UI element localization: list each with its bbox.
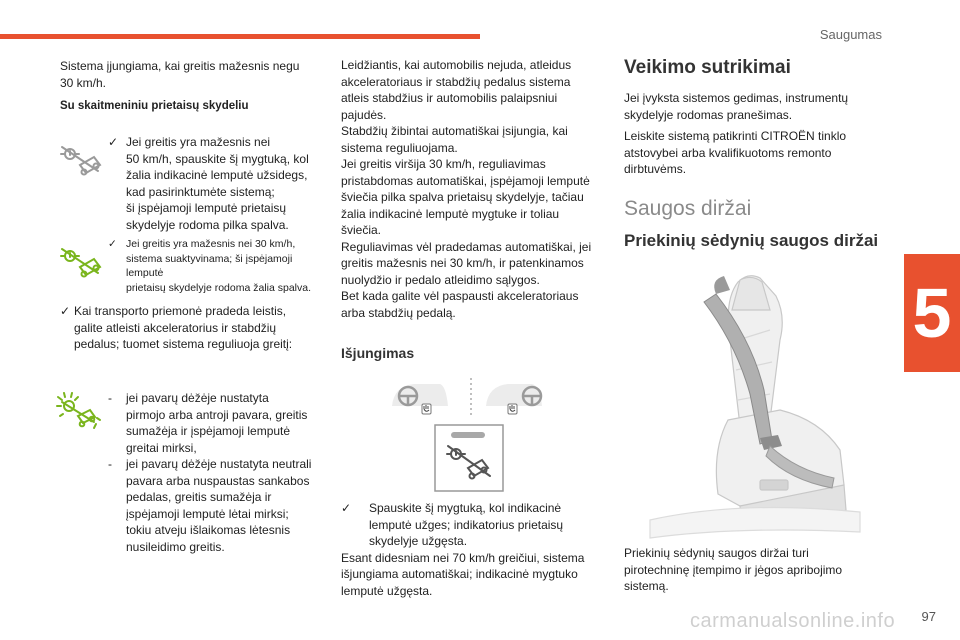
line: sistema suaktyvinama; ši įspėjamoji lemputė bbox=[126, 252, 293, 279]
line: dirbtuvėms. bbox=[624, 162, 687, 176]
hill-descent-button-icon bbox=[434, 424, 504, 492]
line: žalia indikacinė lemputė užsidegs, bbox=[126, 168, 308, 182]
line: sistemą. bbox=[624, 579, 669, 593]
malfunction-heading: Veikimo sutrikimai bbox=[624, 57, 791, 78]
line: ši įspėjamoji lemputė prietaisų bbox=[126, 201, 287, 215]
line: arba stabdžių pedalą. bbox=[341, 305, 456, 320]
line: galite atleisti akceleratorius ir stabdžių bbox=[74, 320, 277, 335]
line: nuolydžio ir pedalo atleidimo sąlygos. bbox=[341, 272, 540, 287]
line: jei pavarų dėžėje nustatyta neutrali bbox=[126, 457, 312, 471]
line: išjungiama automatiškai; indikacinė mygtuko bbox=[341, 567, 578, 581]
digital-dashboard-heading: Su skaitmeniniu prietaisų skydeliu bbox=[60, 100, 249, 112]
line: greitis mažesnis nei 30 km/h, ir patenkinamos bbox=[341, 256, 584, 270]
line: skydelyje rodomas pranešimas. bbox=[624, 107, 793, 122]
instruction-item-2 bbox=[108, 237, 327, 295]
bullet-marker: ✓ bbox=[60, 304, 71, 318]
line: šviečia pilka spalva prietaisų skydelyje, tačiau bbox=[341, 190, 584, 204]
bullet-marker: ✓ bbox=[108, 135, 119, 149]
line: pirmojo arba antroji pavara, greitis bbox=[126, 407, 308, 422]
line: kad pasirinktumėte sistemą; bbox=[126, 184, 275, 199]
line: Leidžiantis, kai automobilis nejuda, atleidus bbox=[341, 58, 572, 72]
operation-description bbox=[341, 57, 606, 321]
line: žalia indikacinė lemputė mygtuke ir toliau bbox=[341, 206, 560, 221]
front-seat-belts-heading: Priekinių sėdynių saugos diržai bbox=[624, 231, 879, 250]
line: lemputė užgęsta. bbox=[341, 583, 433, 598]
line: lemputė užges; indikatorius prietaisų bbox=[369, 517, 564, 532]
dash-list bbox=[108, 390, 323, 555]
line: jei pavarų dėžėje nustatyta bbox=[126, 391, 269, 405]
line: pedalus; tuomet sistema reguliuoja greitį: bbox=[74, 337, 293, 351]
line: įspėjamoji lemputė lėtai mirksi; bbox=[126, 506, 289, 521]
header-accent-bar bbox=[0, 34, 480, 39]
seat-belt-illustration bbox=[620, 270, 870, 542]
steering-wheel-left bbox=[392, 384, 448, 414]
disable-instruction bbox=[341, 500, 606, 599]
dash-item-1 bbox=[108, 390, 323, 456]
line: akceleratoriaus ir stabdžių pedalus sistema bbox=[341, 74, 571, 89]
line: sistema reguliuojama. bbox=[341, 140, 458, 155]
line: prietaisų skydelyje rodoma žalia spalva. bbox=[126, 281, 312, 294]
line: pirotechninę įtempimo ir jėgos apribojimo bbox=[624, 562, 843, 577]
line: pedalas, greitis sumažėja ir bbox=[126, 490, 272, 504]
line: sumažėja ir įspėjamoji lemputė bbox=[126, 424, 291, 438]
line: pavara arba nuspaustas sankabos bbox=[126, 473, 310, 488]
seat-belts-heading: Saugos diržai bbox=[624, 197, 752, 220]
line: Jei greitis yra mažesnis nei bbox=[126, 135, 271, 149]
line: pajudės. bbox=[341, 107, 387, 122]
line: Reguliavimas vėl pradedamas automatiškai, jei bbox=[341, 239, 592, 254]
line: Priekinių sėdynių saugos diržai turi bbox=[624, 546, 809, 560]
watermark: carmanualsonline.info bbox=[690, 610, 896, 632]
malfunction-paragraph-2 bbox=[624, 128, 884, 178]
line: Bet kada galite vėl paspausti akceleratoriaus bbox=[341, 289, 579, 303]
line: Spauskite šį mygtuką, kol indikacinė bbox=[369, 501, 562, 515]
line: pristabdomas automatiškai, įspėjamoji lemputė bbox=[341, 173, 590, 188]
instruction-item-3 bbox=[60, 303, 320, 353]
chapter-number: 5 bbox=[912, 274, 952, 352]
line: Esant didesniam nei 70 km/h greičiui, sistema bbox=[341, 550, 585, 565]
line: tokiu atveju išlaikomas lėtesnis bbox=[126, 523, 291, 537]
line: Stabdžių žibintai automatiškai įsijungia, kai bbox=[341, 124, 568, 138]
line: nusileidimo greitis. bbox=[126, 539, 225, 554]
line: skydelyje rodoma pilka spalva. bbox=[126, 217, 289, 232]
section-title: Saugumas bbox=[819, 27, 882, 42]
seat-belt-caption bbox=[624, 545, 884, 595]
bullet-marker: ✓ bbox=[341, 501, 352, 515]
descent-control-green-icon bbox=[58, 245, 104, 279]
line: greitai mirksi, bbox=[126, 440, 197, 455]
line: Jei įvyksta sistemos gedimas, instrumentų bbox=[624, 91, 849, 105]
line: Leiskite sistemą patikrinti CITROËN tinklo bbox=[624, 129, 847, 143]
chapter-tab bbox=[904, 254, 960, 372]
line: Kai transporto priemonė pradeda leistis, bbox=[74, 304, 287, 318]
line: atleis stabdžius ir automobilis palaipsniui bbox=[341, 91, 558, 105]
line: Jei greitis viršija 30 km/h, reguliavimas bbox=[341, 157, 546, 171]
steering-wheel-right bbox=[486, 384, 542, 414]
malfunction-paragraph-1 bbox=[624, 90, 884, 123]
disable-heading: Išjungimas bbox=[341, 345, 415, 361]
intro-text: Sistema įjungiama, kai greitis mažesnis negu 30 km/h. bbox=[60, 59, 300, 90]
line: 50 km/h, spauskite šį mygtuką, kol bbox=[126, 151, 309, 166]
line: skydelyje užgęsta. bbox=[369, 534, 468, 548]
line: šviečia. bbox=[341, 223, 382, 237]
instruction-item-1 bbox=[108, 134, 322, 233]
dash-item-2 bbox=[108, 456, 323, 555]
descent-blinking-icon bbox=[56, 392, 102, 430]
page-number: 97 bbox=[921, 609, 936, 624]
line: atstovybei arba kvalifikuotoms remonto bbox=[624, 145, 832, 160]
steering-wheel-illustration bbox=[386, 376, 566, 420]
dash-marker: - bbox=[108, 391, 112, 405]
bullet-marker: ✓ bbox=[108, 238, 117, 250]
dash-marker: - bbox=[108, 457, 112, 471]
descent-control-grey-icon bbox=[58, 143, 104, 177]
line: Jei greitis yra mažesnis nei 30 km/h, bbox=[126, 238, 296, 250]
